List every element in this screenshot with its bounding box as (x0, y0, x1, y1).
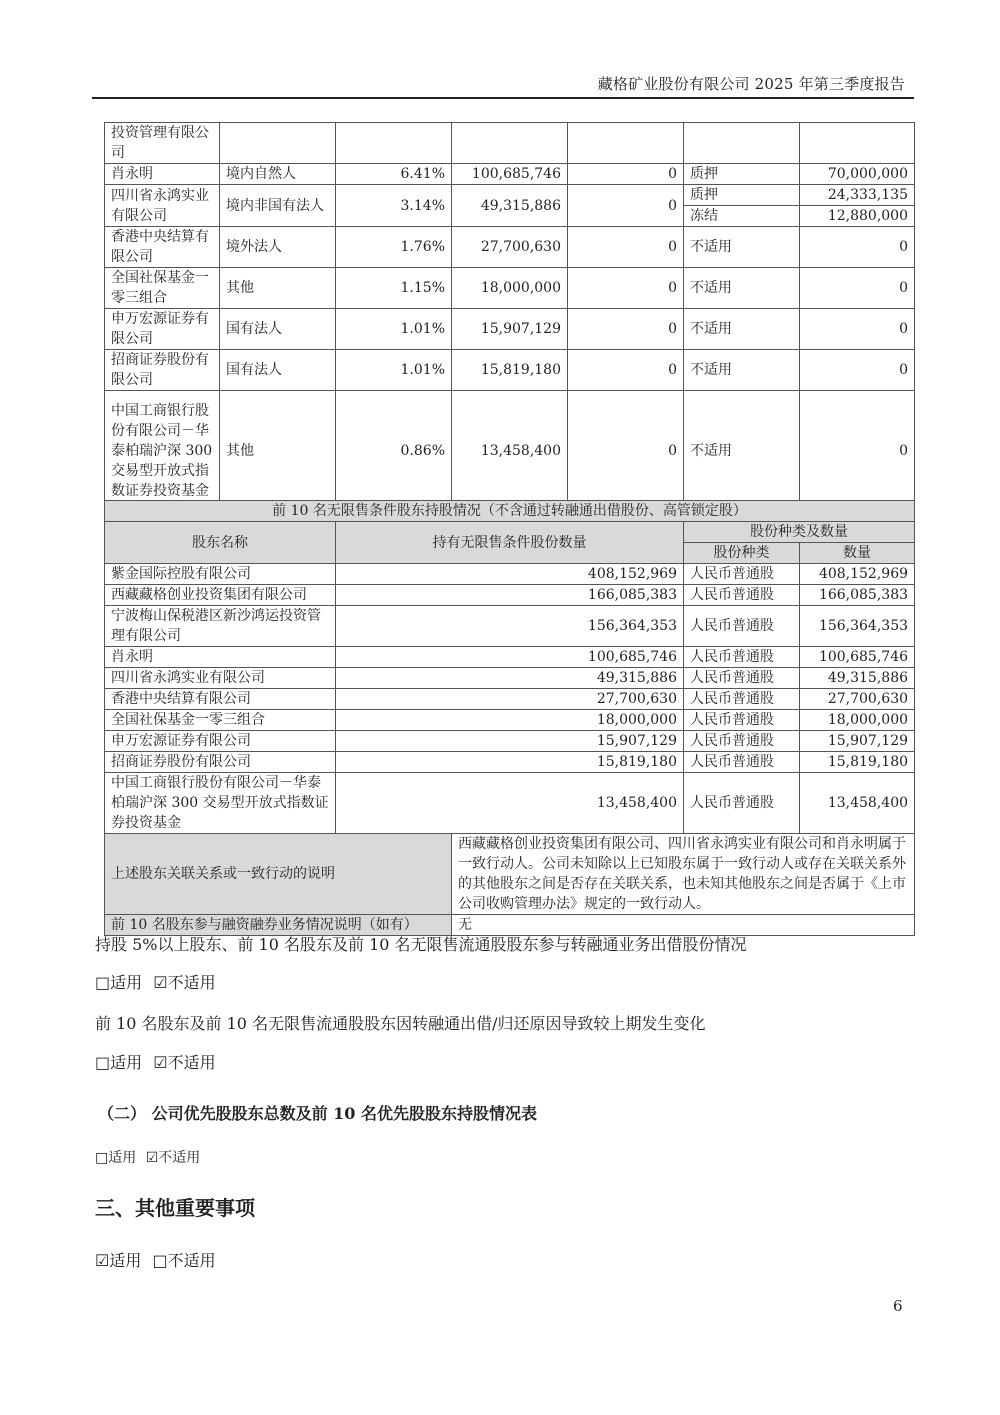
shareholder-name: 投资管理有限公司 (105, 123, 220, 164)
share-kind: 人民币普通股 (684, 752, 800, 773)
checkbox-not-applicable[interactable]: ☑不适用 (153, 1053, 216, 1072)
shareholder-name: 四川省永鸿实业有限公司 (105, 668, 336, 689)
share-kind: 人民币普通股 (684, 710, 800, 731)
shareholder-nature: 其他 (220, 268, 336, 309)
share-amount: 13,458,400 (800, 773, 915, 834)
shareholder-nature: 国有法人 (220, 350, 336, 391)
pledge-status: 质押 (684, 185, 800, 206)
share-amount: 166,085,383 (800, 585, 915, 606)
share-kind: 人民币普通股 (684, 606, 800, 647)
pledge-amount: 0 (800, 268, 915, 309)
applicability-options-3 (95, 1147, 200, 1167)
applicability-options-2 (95, 1050, 216, 1073)
relation-text: 西藏藏格创业投资集团有限公司、四川省永鸿实业有限公司和肖永明属于一致行动人。公司未知除以上已知股东属于一致行动人或存在关联关系外的其他股东之间是否存在关联关系，也未知其他股东之间是否属于《上市公司收购管理办法》规定的一致行动人。 (452, 834, 915, 915)
table-row (105, 391, 915, 511)
pledge-amount: 24,333,135 (800, 185, 915, 206)
checkbox-not-applicable[interactable]: ☑不适用 (145, 1150, 201, 1166)
shareholder-nature: 境内非国有法人 (220, 185, 336, 227)
shareholder-name: 招商证券股份有限公司 (105, 350, 220, 391)
share-amount: 27,700,630 (800, 689, 915, 710)
share-kind: 人民币普通股 (684, 731, 800, 752)
unrestricted-qty: 15,907,129 (336, 731, 684, 752)
share-kind: 人民币普通股 (684, 585, 800, 606)
shareholder-nature: 国有法人 (220, 309, 336, 350)
share-amount: 156,364,353 (800, 606, 915, 647)
shareholder-name: 招商证券股份有限公司 (105, 752, 336, 773)
paragraph-refinancing-change: 前 10 名股东及前 10 名无限售流通股股东因转融通出借/归还原因导致较上期发生变化 (95, 1014, 706, 1033)
section-heading-preferred-shares: （二） 公司优先股股东总数及前 10 名优先股股东持股情况表 (98, 1104, 537, 1123)
share-kind: 人民币普通股 (684, 689, 800, 710)
col-header-group: 股份种类及数量 (684, 522, 915, 543)
applicability-options-1 (95, 970, 216, 993)
restricted-shares: 0 (568, 164, 684, 185)
shareholder-name: 宁波梅山保税港区新沙鸿运投资管理有限公司 (105, 606, 336, 647)
freeze-status: 冻结 (684, 206, 800, 227)
pledge-status: 不适用 (684, 227, 800, 268)
holding-shares: 27,700,630 (452, 227, 568, 268)
header-row (105, 522, 915, 543)
table-row (105, 350, 915, 391)
relation-row (105, 834, 915, 915)
margin-label: 前 10 名股东参与融资融券业务情况说明（如有） (105, 915, 452, 936)
share-kind: 人民币普通股 (684, 668, 800, 689)
pledge-amount: 0 (800, 391, 915, 511)
pledge-status: 质押 (684, 164, 800, 185)
holding-shares: 18,000,000 (452, 268, 568, 309)
holding-pct: 3.14% (336, 185, 452, 227)
pledge-amount: 70,000,000 (800, 164, 915, 185)
checkbox-applicable[interactable]: □适用 (95, 973, 143, 992)
table-row (105, 585, 915, 606)
unrestricted-qty: 18,000,000 (336, 710, 684, 731)
table-row (105, 752, 915, 773)
shareholder-nature: 其他 (220, 391, 336, 511)
table-row (105, 309, 915, 350)
shareholder-name: 全国社保基金一零三组合 (105, 268, 220, 309)
shareholder-name: 香港中央结算有限公司 (105, 227, 220, 268)
restricted-shares: 0 (568, 309, 684, 350)
share-amount: 15,907,129 (800, 731, 915, 752)
margin-text: 无 (452, 915, 915, 936)
restricted-shares: 0 (568, 350, 684, 391)
share-amount: 18,000,000 (800, 710, 915, 731)
col-header-name: 股东名称 (105, 522, 336, 564)
holding-shares: 49,315,886 (452, 185, 568, 227)
unrestricted-qty: 408,152,969 (336, 564, 684, 585)
holding-pct: 1.15% (336, 268, 452, 309)
freeze-amount: 12,880,000 (800, 206, 915, 227)
holding-pct: 1.01% (336, 350, 452, 391)
table-row (105, 710, 915, 731)
section-title-row (105, 501, 915, 522)
share-kind: 人民币普通股 (684, 564, 800, 585)
checkbox-applicable[interactable]: □适用 (95, 1150, 137, 1166)
restricted-shares: 0 (568, 268, 684, 309)
checkbox-not-applicable[interactable]: □不适用 (152, 1251, 216, 1270)
table-row (105, 731, 915, 752)
unrestricted-qty: 49,315,886 (336, 668, 684, 689)
shareholder-name: 肖永明 (105, 647, 336, 668)
unrestricted-qty: 27,700,630 (336, 689, 684, 710)
restricted-shares: 0 (568, 227, 684, 268)
pledge-amount: 0 (800, 350, 915, 391)
table-row (105, 564, 915, 585)
holding-shares: 100,685,746 (452, 164, 568, 185)
pledge-amount: 0 (800, 309, 915, 350)
shareholder-name: 申万宏源证券有限公司 (105, 731, 336, 752)
table-row (105, 668, 915, 689)
checkbox-applicable[interactable]: ☑适用 (95, 1251, 142, 1270)
shareholder-name: 香港中央结算有限公司 (105, 689, 336, 710)
pledge-status: 不适用 (684, 309, 800, 350)
header-rule (92, 97, 914, 99)
shareholder-name: 西藏藏格创业投资集团有限公司 (105, 585, 336, 606)
relation-label: 上述股东关联关系或一致行动的说明 (105, 834, 452, 915)
pledge-status: 不适用 (684, 268, 800, 309)
page-number: 6 (893, 1297, 903, 1315)
unrestricted-qty: 100,685,746 (336, 647, 684, 668)
restricted-shares: 0 (568, 185, 684, 227)
holding-shares: 15,907,129 (452, 309, 568, 350)
unrestricted-qty: 156,364,353 (336, 606, 684, 647)
col-header-qty: 持有无限售条件股份数量 (336, 522, 684, 564)
holding-pct: 1.76% (336, 227, 452, 268)
paragraph-refinancing-lending: 持股 5%以上股东、前 10 名股东及前 10 名无限售流通股股东参与转融通业务出借股份情况 (95, 935, 747, 954)
table-row (105, 647, 915, 668)
share-amount: 15,819,180 (800, 752, 915, 773)
pledge-status: 不适用 (684, 391, 800, 511)
shareholder-nature: 境内自然人 (220, 164, 336, 185)
pledge-amount: 0 (800, 227, 915, 268)
checkbox-applicable[interactable]: □适用 (95, 1053, 143, 1072)
shareholder-name: 申万宏源证券有限公司 (105, 309, 220, 350)
table-row (105, 164, 915, 185)
checkbox-not-applicable[interactable]: ☑不适用 (153, 973, 216, 992)
shareholder-name: 紫金国际控股有限公司 (105, 564, 336, 585)
share-kind: 人民币普通股 (684, 773, 800, 834)
shareholder-nature (220, 123, 336, 164)
shareholder-name: 全国社保基金一零三组合 (105, 710, 336, 731)
holding-pct: 1.01% (336, 309, 452, 350)
holding-shares: 15,819,180 (452, 350, 568, 391)
shareholder-name: 中国工商银行股份有限公司－华泰柏瑞沪深 300 交易型开放式指数证券投资基金 (105, 773, 336, 834)
table-row (105, 227, 915, 268)
table-row (105, 185, 915, 206)
col-header-amount: 数量 (800, 543, 915, 564)
shareholder-name: 四川省永鸿实业有限公司 (105, 185, 220, 227)
table-row (105, 689, 915, 710)
unrestricted-table-title: 前 10 名无限售条件股东持股情况（不含通过转融通出借股份、高管锁定股） (105, 501, 915, 522)
share-amount: 49,315,886 (800, 668, 915, 689)
unrestricted-qty: 13,458,400 (336, 773, 684, 834)
shareholder-nature: 境外法人 (220, 227, 336, 268)
restricted-shares: 0 (568, 391, 684, 511)
table-row (105, 268, 915, 309)
col-header-kind: 股份种类 (684, 543, 800, 564)
holding-pct: 6.41% (336, 164, 452, 185)
shareholder-name: 中国工商银行股份有限公司－华泰柏瑞沪深 300 交易型开放式指数证券投资基金 (105, 391, 220, 511)
shareholder-name: 肖永明 (105, 164, 220, 185)
table-row (105, 773, 915, 834)
table-row (105, 123, 915, 164)
holding-shares: 13,458,400 (452, 391, 568, 511)
unrestricted-qty: 166,085,383 (336, 585, 684, 606)
share-amount: 100,685,746 (800, 647, 915, 668)
share-kind: 人民币普通股 (684, 647, 800, 668)
holding-pct: 0.86% (336, 391, 452, 511)
pledge-status: 不适用 (684, 350, 800, 391)
report-header-title: 藏格矿业股份有限公司 2025 年第三季度报告 (597, 75, 905, 93)
table-row (105, 606, 915, 647)
applicability-options-4 (95, 1248, 216, 1271)
unrestricted-shareholders-table (104, 500, 915, 936)
section-heading-other-matters: 三、其他重要事项 (95, 1196, 255, 1220)
share-amount: 408,152,969 (800, 564, 915, 585)
unrestricted-qty: 15,819,180 (336, 752, 684, 773)
top-shareholders-table (104, 122, 915, 511)
